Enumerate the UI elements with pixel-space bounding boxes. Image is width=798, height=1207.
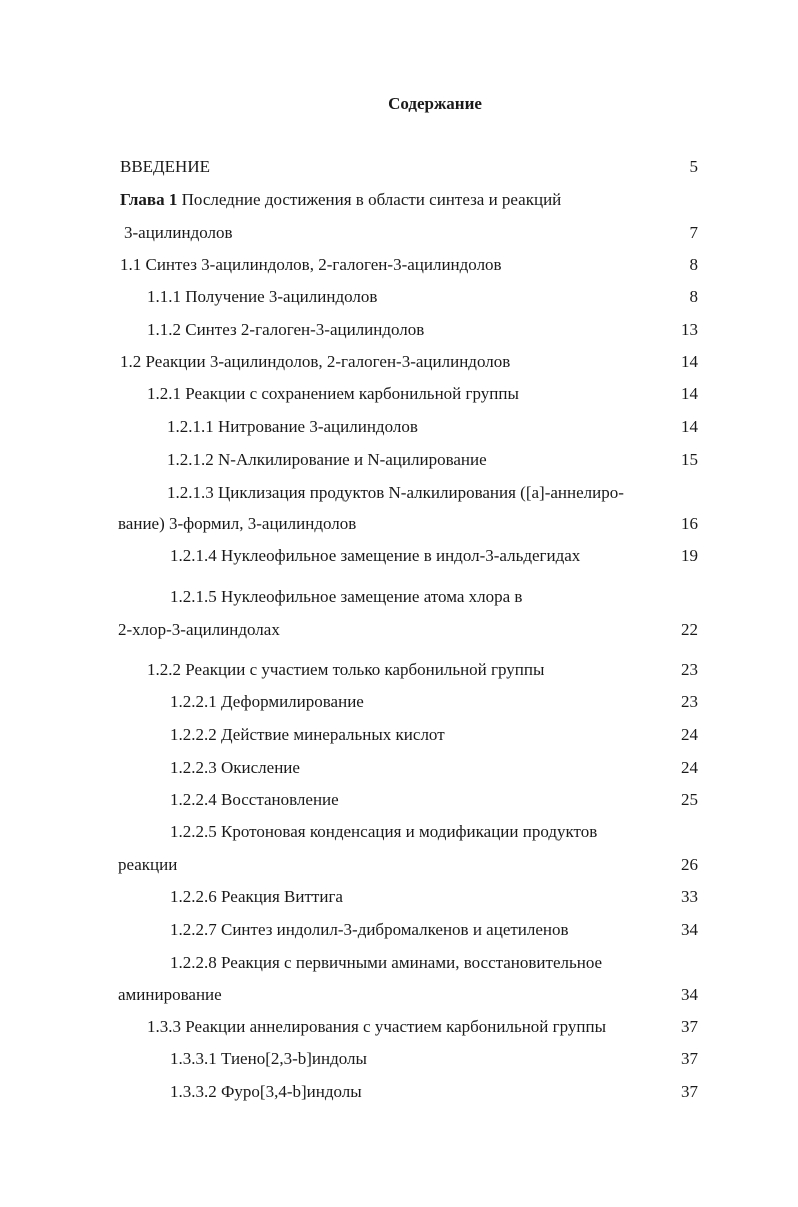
toc-page-number: 7 bbox=[689, 223, 698, 242]
toc-entry-text: 1.3.3 Реакции аннелирования с участием карбонильной группы bbox=[147, 1017, 607, 1036]
toc-page-number: 37 bbox=[681, 1017, 698, 1036]
toc-entry-text: ВВЕДЕНИЕ bbox=[120, 157, 210, 176]
toc-entry-text: 1.2.1.3 Циклизация продуктов N-алкилирования ([a]-аннелиро- bbox=[167, 483, 624, 502]
toc-page-number: 5 bbox=[689, 157, 698, 176]
toc-entry-text: 1.2 Реакции 3-ацилиндолов, 2-галоген-3-ацилиндолов bbox=[120, 352, 511, 371]
toc-page-number: 14 bbox=[681, 417, 698, 436]
toc-entry-continuation bbox=[0, 620, 798, 642]
toc-page-number: 24 bbox=[681, 758, 698, 777]
toc-entry-text: вание) 3-формил, 3-ацилиндолов bbox=[118, 514, 357, 533]
toc-page-number: 13 bbox=[681, 320, 698, 339]
toc-entry-1-2-1-2 bbox=[0, 450, 798, 472]
toc-entry-1-2-1-4 bbox=[0, 546, 798, 568]
toc-entry-text: 1.2.1.5 Нуклеофильное замещение атома хлора в bbox=[170, 587, 523, 606]
toc-entry-text: 1.2.2.7 Синтез индолил-3-дибромалкенов и ацетиленов bbox=[170, 920, 569, 939]
toc-entry-1-2-2-8 bbox=[0, 953, 798, 975]
toc-entry-introduction bbox=[0, 157, 798, 179]
toc-page-number: 14 bbox=[681, 384, 698, 403]
toc-entry-1-3-3-2 bbox=[0, 1082, 798, 1104]
toc-entry-text: аминирование bbox=[118, 985, 222, 1004]
toc-entry-text bbox=[120, 190, 561, 210]
toc-page-number: 26 bbox=[681, 855, 698, 874]
toc-page-number: 37 bbox=[681, 1049, 698, 1068]
toc-entry-text: 1.1.2 Синтез 2-галоген-3-ацилиндолов bbox=[147, 320, 425, 339]
toc-entry-text: 1.2.2.5 Кротоновая конденсация и модификации продуктов bbox=[170, 822, 598, 841]
toc-entry-1-2 bbox=[0, 352, 798, 374]
toc-page-number: 33 bbox=[681, 887, 698, 906]
toc-entry-1-2-2-7 bbox=[0, 920, 798, 942]
toc-entry-1-1 bbox=[0, 255, 798, 277]
toc-page-number: 23 bbox=[681, 692, 698, 711]
toc-entry-text: 1.2.2.6 Реакция Виттига bbox=[170, 887, 343, 906]
toc-entry-1-1-1 bbox=[0, 287, 798, 309]
toc-page-number: 16 bbox=[681, 514, 698, 533]
toc-entry-text: 1.2.2 Реакции с участием только карбонильной группы bbox=[147, 660, 545, 679]
toc-entry-text: 1.2.1.2 N-Алкилирование и N-ацилирование bbox=[167, 450, 487, 469]
toc-page-number: 34 bbox=[681, 985, 698, 1004]
toc-entry-1-2-1-5 bbox=[0, 587, 798, 609]
toc-page-number: 34 bbox=[681, 920, 698, 939]
toc-page-number: 19 bbox=[681, 546, 698, 565]
toc-entry-text: 1.1 Синтез 3-ацилиндолов, 2-галоген-3-ацилиндолов bbox=[120, 255, 502, 274]
toc-entry-text: 1.1.1 Получение 3-ацилиндолов bbox=[147, 287, 378, 306]
toc-entry-1-2-1-1 bbox=[0, 417, 798, 439]
toc-page-number: 8 bbox=[689, 287, 698, 306]
toc-entry-text: 1.3.3.1 Тиено[2,3-b]индолы bbox=[170, 1049, 367, 1068]
chapter-title: Последние достижения в области синтеза и реакций bbox=[177, 190, 562, 209]
toc-entry-1-2-2-2 bbox=[0, 725, 798, 747]
toc-entry-1-2-2-6 bbox=[0, 887, 798, 909]
toc-entry-continuation bbox=[0, 855, 798, 877]
toc-entry-1-3-3-1 bbox=[0, 1049, 798, 1071]
toc-page-number: 15 bbox=[681, 450, 698, 469]
toc-entry-1-2-1 bbox=[0, 384, 798, 406]
toc-entry-1-2-2-3 bbox=[0, 758, 798, 780]
toc-entry-text: реакции bbox=[118, 855, 178, 874]
toc-entry-continuation bbox=[0, 514, 798, 536]
toc-entry-1-2-2-5 bbox=[0, 822, 798, 844]
toc-page-number: 24 bbox=[681, 725, 698, 744]
toc-entry-text: 1.2.1.1 Нитрование 3-ацилиндолов bbox=[167, 417, 418, 436]
toc-entry-text: 1.2.2.3 Окисление bbox=[170, 758, 300, 777]
toc-entry-text: 3-ацилиндолов bbox=[124, 223, 233, 242]
toc-entry-text: 1.2.1.4 Нуклеофильное замещение в индол-3-альдегидах bbox=[170, 546, 581, 565]
toc-entry-1-1-2 bbox=[0, 320, 798, 342]
toc-entry-1-3-3 bbox=[0, 1017, 798, 1039]
toc-entry-text: 1.3.3.2 Фуро[3,4-b]индолы bbox=[170, 1082, 362, 1101]
toc-page-number: 37 bbox=[681, 1082, 698, 1101]
toc-entry-text: 1.2.2.8 Реакция с первичными аминами, восстановительное bbox=[170, 953, 603, 972]
toc-entry-chapter-1 bbox=[0, 190, 798, 212]
toc-entry-continuation bbox=[0, 223, 798, 245]
chapter-label: Глава 1 bbox=[120, 190, 178, 209]
toc-page-number: 22 bbox=[681, 620, 698, 639]
toc-page-number: 14 bbox=[681, 352, 698, 371]
toc-page-number: 23 bbox=[681, 660, 698, 679]
toc-entry-1-2-2 bbox=[0, 660, 798, 682]
toc-entry-1-2-1-3 bbox=[0, 483, 798, 505]
toc-entry-text: 1.2.2.1 Деформилирование bbox=[170, 692, 364, 711]
page-title: Содержание bbox=[388, 94, 482, 113]
toc-page-number: 25 bbox=[681, 790, 698, 809]
toc-entry-text: 1.2.1 Реакции с сохранением карбонильной группы bbox=[147, 384, 519, 403]
toc-entry-continuation bbox=[0, 985, 798, 1007]
toc-entry-1-2-2-4 bbox=[0, 790, 798, 812]
toc-page-number: 8 bbox=[689, 255, 698, 274]
toc-entry-text: 2-хлор-3-ацилиндолах bbox=[118, 620, 280, 639]
toc-entry-1-2-2-1 bbox=[0, 692, 798, 714]
toc-entry-text: 1.2.2.2 Действие минеральных кислот bbox=[170, 725, 445, 744]
toc-entry-text: 1.2.2.4 Восстановление bbox=[170, 790, 339, 809]
